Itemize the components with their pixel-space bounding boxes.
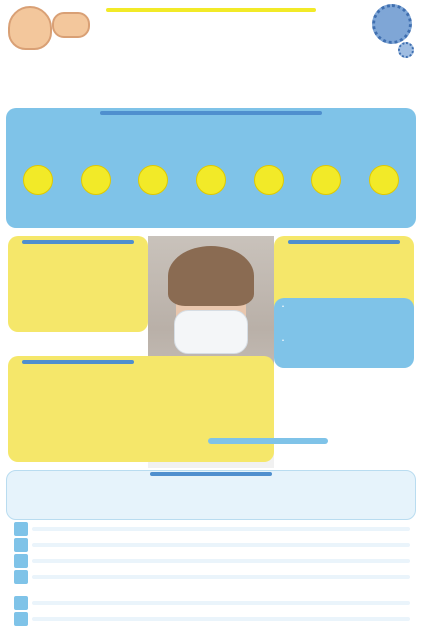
correct-use-header: [6, 470, 416, 520]
prevention-icon-row: [12, 165, 410, 225]
virus-icon: [372, 4, 412, 44]
bullet-dot: •: [282, 304, 285, 310]
hand-wash-icon: [14, 522, 28, 536]
ear-icon: [8, 6, 52, 50]
rule-text: [32, 527, 410, 531]
hair-shape: [168, 246, 254, 306]
who-title: [22, 360, 134, 364]
rule-row: [14, 612, 410, 626]
rule-text: [32, 617, 410, 621]
laptop-icon: [369, 165, 399, 195]
prevention-title: [100, 111, 322, 115]
face-mask-icon: [14, 538, 28, 552]
tissue-icon: [311, 165, 341, 195]
footer-bar: [0, 628, 422, 640]
prevention-item: [70, 165, 122, 225]
stay-home-icon: [23, 165, 53, 195]
when-bullet-2: [282, 338, 410, 345]
prevention-item: [358, 165, 410, 225]
who-panel: [8, 356, 274, 462]
hand-wash-icon: [138, 165, 168, 195]
when-title: [288, 240, 400, 244]
cough-elbow-icon: [254, 165, 284, 195]
rule-row: [14, 538, 410, 552]
rule-row: [14, 522, 410, 536]
prevention-item: [300, 165, 352, 225]
pointing-hand-icon: [52, 12, 90, 38]
rule-row: [14, 554, 410, 568]
when-bullet-1: [282, 304, 410, 311]
what-panel: [8, 236, 148, 332]
who-answer: [208, 438, 328, 444]
virus-icon: [398, 42, 414, 58]
remove-mask-icon: [14, 596, 28, 610]
rule-text: [32, 543, 410, 547]
prevention-item: [243, 165, 295, 225]
main-title: [106, 8, 316, 12]
rule-row: [14, 596, 410, 610]
mask-shape: [174, 310, 248, 354]
replace-mask-icon: [14, 570, 28, 584]
prevention-item: [12, 165, 64, 225]
rule-row: [14, 570, 410, 584]
what-title: [22, 240, 134, 244]
no-touch-face-icon: [196, 165, 226, 195]
no-touch-mask-icon: [14, 554, 28, 568]
prevention-item: [185, 165, 237, 225]
rule-text: [32, 601, 410, 605]
bullet-dot: •: [282, 338, 285, 344]
washing-machine-icon: [14, 612, 28, 626]
prevention-item: [127, 165, 179, 225]
correct-use-title: [150, 472, 272, 476]
rule-text: [32, 559, 410, 563]
distance-icon: [81, 165, 111, 195]
rule-text: [32, 575, 410, 579]
